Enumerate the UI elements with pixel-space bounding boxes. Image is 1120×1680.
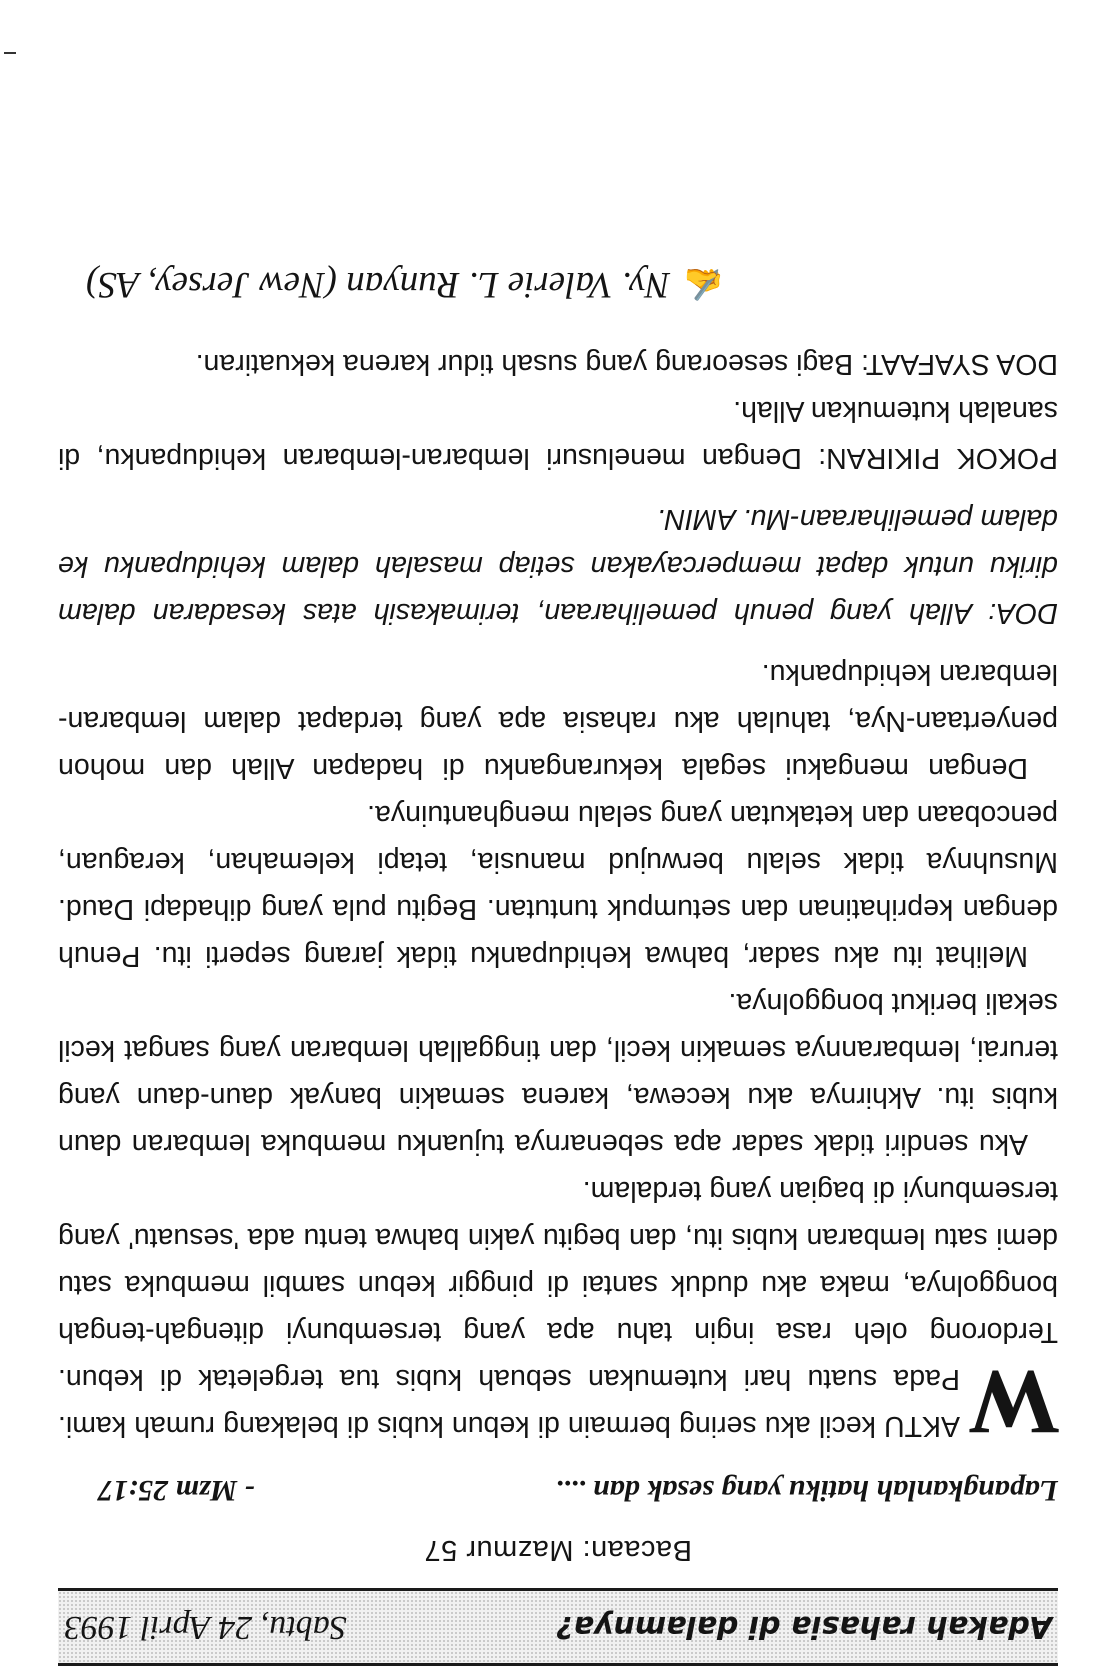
- pen-hand-icon: ✍: [684, 266, 724, 302]
- key-verse-text: Lapangkanlah hatiku yang sesak dan ....: [555, 1474, 1058, 1507]
- key-verse: [58, 1473, 1058, 1507]
- paragraph-4: Dengan mengakui segala kekuranganku di hadapan Allah dan mohon penyertaan-Nya, tahulah aku rahasia apa yang terdapat dalam lembaran-lembaran kehidupanku.: [58, 658, 1058, 784]
- author-name: Ny. Valerie L. Runyan (New Jersey, AS): [86, 264, 671, 305]
- header-top-rule: [58, 1663, 1058, 1666]
- paragraph-3: Melihat itu aku sadar, bahwa kehidupanku tidak jarang seperti itu. Penuh dengan keprihatinan dan setumpuk tuntutan. Begitu pula yang dihadapi Daud. Musuhnya tidak selalu berwujud manusia, tetapi kelemahan, keraguan, pencobaan dan ketakutan yang selalu menghantuinya.: [58, 799, 1058, 972]
- header-bottom-rule: [58, 1588, 1058, 1591]
- devotional-date: Sabtu, 24 April 1993: [64, 1609, 347, 1646]
- paragraph-1: [58, 1167, 1060, 1454]
- author-line: [58, 263, 1058, 306]
- article-body: [58, 340, 1060, 1454]
- key-verse-reference: - Mzm 25:17: [98, 1474, 255, 1507]
- paragraph-2: Aku sendiri tidak sadar apa sebenarnya tujuanku membuka lembaran daun kubis itu. Akhirnya aku kecewa, karena semakin banyak daun-daun yang terurai, lembarannya semakin kecil, dan tinggallah lembaran yang sangat kecil sekali berikut bonggolnya.: [58, 987, 1058, 1160]
- drop-cap: W: [968, 1352, 1060, 1454]
- intercession: DOA SYAFAAT: Bagi seseorang yang susah tidur karena kekuatiran.: [195, 348, 1058, 380]
- paragraph-1-text: AKTU kecil aku sering bermain di kebun kubis di belakang rumah kami. Pada suatu hari kutemukan sebuah kubis tua tergeletak di kebun. Terdorong oleh rasa ingin tahu apa yang tersembunyi ditengah-tengah bonggolnya, maka aku duduk santai di pinggir kebun sambil membuka satu demi satu lembaran kubis itu, dan begitu yakin bahwa tentu ada 'sesuatu' yang tersembunyi di bagian yang terdalam.: [58, 1175, 1058, 1442]
- prayer: DOA: Allah yang penuh pemeliharaan, terimakasih atas kesadaran dalam diriku untuk dapat mempercayakan setiap masalah dalam kehidupanku ke dalam pemeliharaan-Mu. AMIN.: [58, 503, 1058, 629]
- corner-mark: [4, 52, 16, 54]
- key-thought: POKOK PIKIRAN: Dengan menelusuri lembaran-lembaran kehidupanku, di sanalah kutemukan Allah.: [58, 395, 1058, 474]
- scripture-reading: Bacaan: Mazmur 57: [424, 1534, 693, 1566]
- header-band: [58, 1591, 1058, 1663]
- devotional-title: Adakah rahasia di dalamnya?: [556, 1609, 1052, 1645]
- page-content: [58, 263, 1058, 1666]
